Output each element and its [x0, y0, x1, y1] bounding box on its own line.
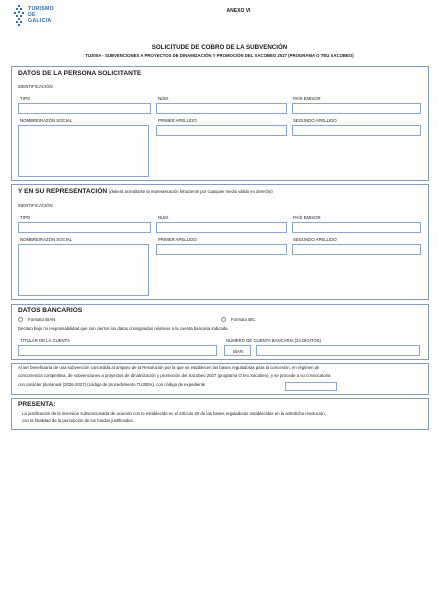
- applicant-surname2-label: SEGUNDO APELLIDO: [293, 118, 337, 123]
- applicant-heading: DATOS DE LA PERSONA SOLICITANTE: [18, 70, 142, 77]
- logo-line-3: GALICIA: [28, 18, 52, 25]
- representative-surname2-input[interactable]: [292, 244, 421, 255]
- presents-line-1: La justificación de la inversión subvencionada de acuerdo con lo establecido en el artículo 20 de las bases reguladoras establecidas en la antedicha resolución,: [22, 411, 326, 416]
- logo-line-2: DE: [28, 12, 36, 19]
- form-subtitle: TU300A - SUBVENCIONES A PROYECTOS DE DINAMIZACIÓN Y PROMOCIÓN DEL XACOBEO 2027 (PROGRAMA O TEU XACOBEO): [85, 53, 354, 58]
- representative-surname2-label: SEGUNDO APELLIDO: [293, 237, 337, 242]
- format-iban-label: Formato IBAN: [28, 317, 56, 322]
- account-number-label: NÚMERO DE CUENTA BANCARIA (24 DÍGITOS): [226, 338, 322, 343]
- bank-heading: DATOS BANCARIOS: [18, 307, 83, 314]
- applicant-number-label: NÚM.: [158, 96, 169, 101]
- representative-number-label: NÚM.: [158, 215, 169, 220]
- representative-country-input[interactable]: [292, 222, 421, 233]
- bank-section: [11, 304, 429, 360]
- format-bic-radio[interactable]: [221, 317, 226, 322]
- presents-heading: PRESENTA:: [18, 401, 56, 408]
- form-title: SOLICITUDE DE COBRO DE LA SUBVENCIÓN: [151, 44, 288, 51]
- account-holder-input[interactable]: [18, 345, 217, 356]
- representative-type-label: TIPO: [20, 215, 31, 220]
- iban-prefix-box: [224, 345, 251, 356]
- applicant-section: [11, 66, 429, 181]
- applicant-name-input[interactable]: [18, 125, 149, 177]
- applicant-surname1-label: PRIMER APELLIDO: [158, 118, 197, 123]
- logo-line-1: TURISMO: [28, 6, 55, 12]
- representative-name-input[interactable]: [18, 244, 149, 296]
- representative-name-label: NOMBRE/RAZÓN SOCIAL: [20, 237, 73, 242]
- representative-surname1-label: PRIMER APELLIDO: [158, 237, 197, 242]
- applicant-country-label: PAÍS EMISOR: [293, 96, 321, 101]
- representative-surname1-input[interactable]: [156, 244, 287, 255]
- representative-heading: [18, 188, 273, 195]
- applicant-surname1-input[interactable]: [156, 125, 287, 136]
- representative-section: [11, 184, 429, 300]
- bank-declaration: Declaro bajo mi responsabilidad que son ciertos los datos consignados relativos a la cuenta bancaria indicada.: [18, 326, 229, 331]
- applicant-number-input[interactable]: [156, 103, 287, 114]
- representative-number-input[interactable]: [156, 222, 287, 233]
- representative-type-input[interactable]: [18, 222, 151, 233]
- beneficiary-line-1: Al ser beneficiaria de una subvención concedida al amparo de la Resolución por la que se establecen las bases reguladoras para la concesión, en régimen de: [18, 365, 320, 370]
- format-iban-radio[interactable]: [18, 317, 23, 322]
- annex-label: ANEXO VI: [226, 8, 251, 14]
- presents-section: [11, 398, 429, 430]
- applicant-surname2-input[interactable]: [292, 125, 421, 136]
- applicant-name-label: NOMBRE/RAZÓN SOCIAL: [20, 118, 73, 123]
- representative-note: (deberá acreditarse la representación fehaciente por cualquier medio válido en derecho): [109, 189, 273, 194]
- applicant-identification-label: IDENTIFICACIÓN: [18, 84, 53, 89]
- applicant-type-input[interactable]: [18, 103, 151, 114]
- account-holder-label: TITULAR DE LA CUENTA: [20, 338, 70, 343]
- format-bic-label: Formato BIC: [231, 317, 256, 322]
- iban-label: IBAN: [233, 349, 244, 354]
- beneficiary-line-3: con carácter plurianual (2026-2027) (código de procedimiento TU300A), con código de expediente: [18, 382, 206, 387]
- applicant-country-input[interactable]: [292, 103, 421, 114]
- representative-country-label: PAÍS EMISOR: [293, 215, 321, 220]
- presents-line-2: con la finalidad de la percepción de los fondos justificados.: [22, 418, 134, 423]
- beneficiary-line-2: concurrencia competitiva, de subvenciones a proyectos de dinamización y promoción del Xacobeo 2027 (programa O teu Xacobeo), y se procede a su convocatoria: [18, 373, 331, 378]
- beneficiary-section: [11, 363, 429, 395]
- representative-identification-label: IDENTIFICACIÓN: [18, 203, 53, 208]
- account-number-input[interactable]: [256, 345, 420, 356]
- applicant-type-label: TIPO: [20, 96, 31, 101]
- file-code-input[interactable]: [285, 382, 337, 391]
- representative-heading-text: Y EN SU REPRESENTACIÓN: [18, 188, 108, 195]
